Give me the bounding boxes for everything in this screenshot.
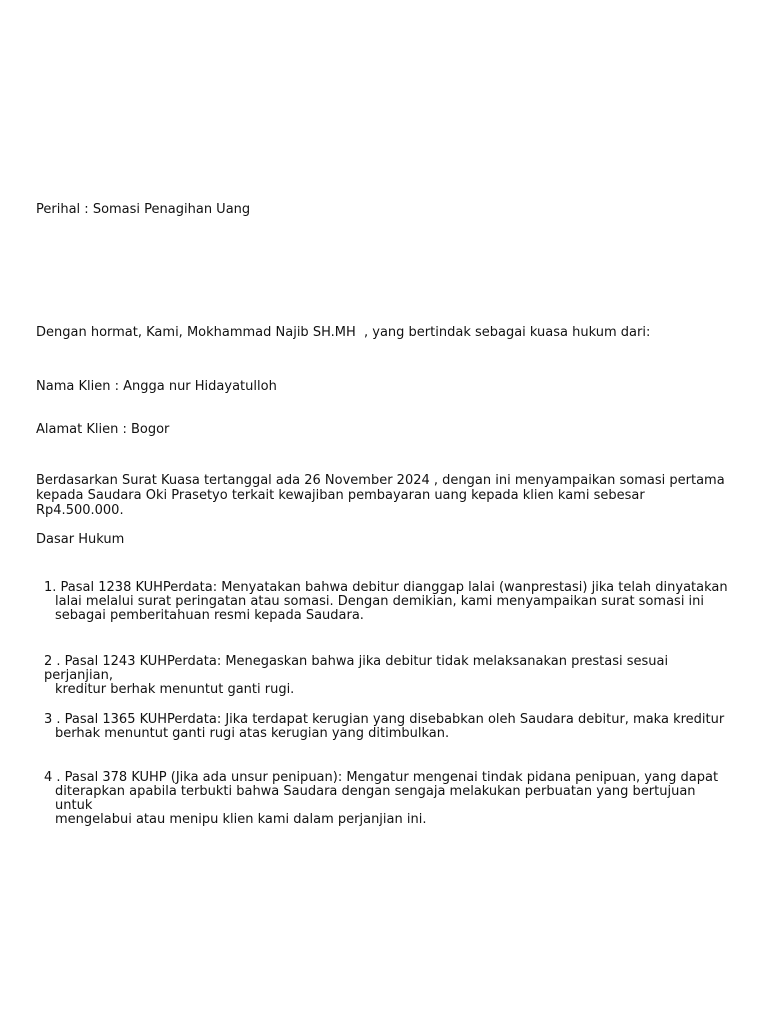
item-line-1: Pasal 1365 KUHPerdata: Jika terdapat kerugian yang disebabkan oleh Saudara debitur, maka kreditur [64,712,725,727]
subject-separator: : [80,202,93,217]
client-address: Bogor [130,422,170,437]
client-name-label: Nama Klien : [36,379,124,394]
subject-line [36,202,250,218]
item-line-3: sebagai pemberitahuan resmi kepada Saudara. [55,608,364,623]
client-address-label: Alamat Klien : [36,422,131,437]
client-name: Angga nur Hidayatulloh [123,379,277,394]
body-line-1: Berdasarkan Surat Kuasa tertanggal ada 26 November 2024 , dengan ini menyampaikan somasi pertama [36,473,725,488]
item-number: 2 . [44,654,65,669]
legal-basis-item-1 [44,581,734,623]
item-line-2: kreditur berhak menuntut ganti rugi. [55,682,295,697]
item-line-1: Pasal 1243 KUHPerdata: Menegaskan bahwa jika debitur tidak melaksanakan prestasi sesuai perjanjian, [44,654,669,683]
body-line-2: kepada Saudara Oki Prasetyo terkait kewajiban pembayaran uang kepada klien kami sebesar Rp4.500.000. [36,488,645,518]
item-line-1: Pasal 1238 KUHPerdata: Menyatakan bahwa debitur dianggap lalai (wanprestasi) jika telah dinyatakan [60,580,728,595]
client-address-line [36,422,169,438]
item-number: 1. [44,580,61,595]
client-name-line [36,379,277,395]
item-line-2: diterapkan apabila terbukti bahwa Saudara dengan sengaja melakukan perbuatan yang bertujuan untuk [55,784,696,813]
legal-basis-heading: Dasar Hukum [36,532,125,547]
greeting-text: Dengan hormat, Kami, Mokhammad Najib SH.MH , yang bertindak sebagai kuasa hukum dari: [36,325,651,340]
legal-basis-item-2 [44,655,734,697]
legal-basis-item-4 [44,771,734,827]
item-line-2: berhak menuntut ganti rugi atas kerugian yang ditimbulkan. [55,726,450,741]
item-number: 4 . [44,770,65,785]
item-line-3: mengelabui atau menipu klien kami dalam perjanjian ini. [55,812,427,827]
subject-label: Perihal [36,202,81,217]
body-paragraph [36,473,736,518]
item-line-1: Pasal 378 KUHP (Jika ada unsur penipuan): Mengatur mengenai tindak pidana penipuan, yang dapat [64,770,719,785]
legal-basis-item-3 [44,713,734,741]
item-line-2: lalai melalui surat peringatan atau somasi. Dengan demikian, kami menyampaikan surat somasi ini [55,594,705,609]
item-number: 3 . [44,712,65,727]
subject-value: Somasi Penagihan Uang [92,202,251,217]
